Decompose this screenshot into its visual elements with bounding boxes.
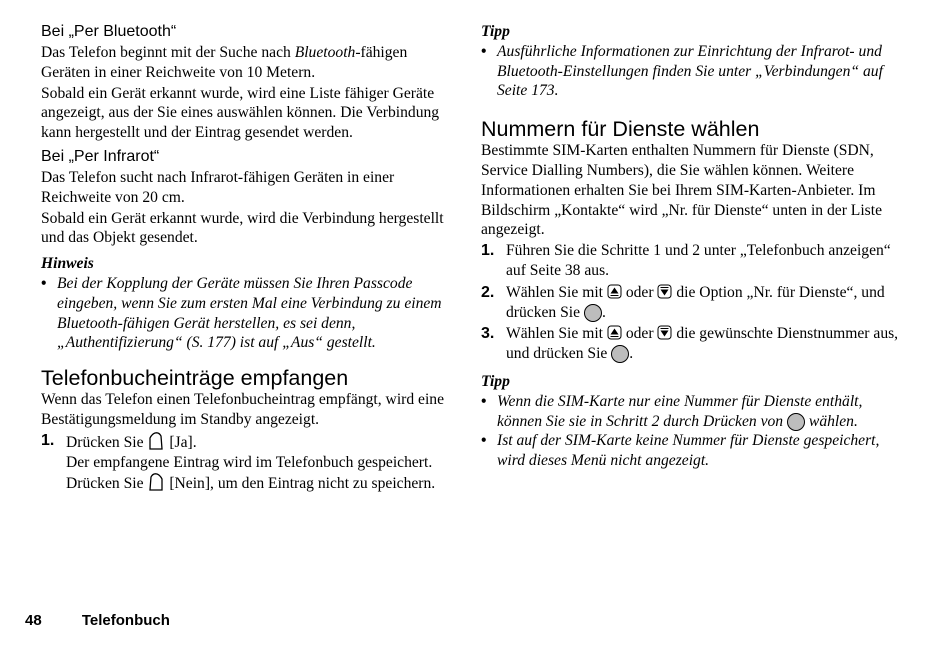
center-key-icon	[787, 413, 805, 431]
text-span: Drücken Sie	[66, 475, 144, 493]
step-number: 2.	[481, 283, 495, 301]
step-number: 1.	[481, 242, 495, 260]
bluetooth-subheading: Bei „Per Bluetooth“	[41, 23, 177, 40]
receive-intro: Wenn das Telefon einen Telefonbucheintrag empfängt, wird eine Bestätigungsmeldung im Standby angezeigt.	[41, 391, 445, 428]
tipp-item-3	[481, 431, 901, 471]
step-number: 1.	[41, 431, 55, 449]
text-span: die gewünschte Dienstnummer aus, und drücken Sie	[506, 325, 899, 363]
services-step-3	[481, 324, 901, 364]
text-span: oder	[625, 283, 654, 301]
section-title-receive: Telefonbucheinträge empfangen	[41, 366, 349, 391]
text-span: .	[601, 303, 606, 321]
left-softkey-icon	[147, 431, 165, 451]
step-line: Der empfangene Eintrag wird im Telefonbuch gespeichert.	[66, 453, 433, 471]
step-line	[66, 472, 446, 494]
text-span: die Option „Nr. für Dienste“, und drücken Sie	[506, 283, 885, 321]
tipp-text: Ausführliche Informationen zur Einrichtung der Infrarot- und Bluetooth-Einstellungen finden Sie unter „Verbindungen“ auf Seite 173.	[497, 42, 883, 100]
step-text: Führen Sie die Schritte 1 und 2 unter „Telefonbuch anzeigen“ auf Seite 38 aus.	[506, 242, 891, 279]
text-span: Wählen Sie mit	[506, 325, 604, 343]
text-span: -fähigen Geräten in einer Reichweite von 10 Metern.	[41, 44, 408, 81]
section-title-services: Nummern für Dienste wählen	[481, 117, 760, 142]
bluetooth-italic: Bluetooth	[294, 44, 356, 61]
infrared-subheading: Bei „Per Infrarot“	[41, 147, 160, 165]
text-span: [Ja].	[169, 433, 197, 451]
hinweis-title: Hinweis	[41, 255, 94, 273]
tipp-item-1	[481, 42, 901, 101]
page-footer	[25, 612, 170, 629]
text-span: Das Telefon beginnt mit der Suche nach	[41, 44, 295, 61]
center-key-icon	[611, 345, 629, 363]
nav-down-icon	[657, 284, 672, 299]
receive-step-1	[41, 431, 446, 494]
hinweis-text: Bei der Kopplung der Geräte müssen Sie Ihren Passcode eingeben, wenn Sie zum ersten Mal eine Verbindung zu einem Bluetooth-fähigen Gerät herstellen, es sei denn, „Authentifizierung“ (S. 177) ist auf „Aus“ gestellt.	[57, 274, 442, 352]
nav-down-icon	[657, 325, 672, 340]
hinweis-item	[41, 274, 446, 353]
services-intro: Bestimmte SIM-Karten enthalten Nummern für Dienste (SDN, Service Dialling Numbers), die Sie wählen können. Weitere Informationen erhalten Sie bei Ihrem SIM-Karten-Anbieter. Im Bildschirm „Kontakte“ wird „Nr. für Dienste“ unten in der Liste angezeigt.	[481, 142, 882, 239]
tipp-title-1: Tipp	[481, 23, 510, 40]
step-line	[66, 431, 446, 453]
step-number: 3.	[481, 325, 495, 343]
bluetooth-paragraph-1	[41, 43, 446, 83]
nav-up-icon	[607, 325, 622, 340]
text-span: oder	[625, 325, 654, 343]
right-softkey-icon	[147, 472, 165, 492]
text-span: [Nein], um den Eintrag nicht zu speichern.	[169, 475, 436, 493]
tipp-text: wählen.	[808, 412, 858, 430]
bullet: •	[481, 42, 487, 60]
services-step-1	[481, 241, 901, 281]
page-number: 48	[25, 612, 42, 629]
bullet: •	[481, 392, 487, 410]
tipp-text: Wenn die SIM-Karte nur eine Nummer für Dienste enthält, können Sie sie in Schritt 2 durch Drücken von	[497, 392, 863, 430]
bullet: •	[481, 432, 487, 450]
tipp-text: Ist auf der SIM-Karte keine Nummer für Dienste gespeichert, wird dieses Menü nicht angezeigt.	[497, 432, 880, 470]
text-span: .	[629, 345, 634, 363]
left-column	[41, 22, 446, 496]
bluetooth-paragraph-2: Sobald ein Gerät erkannt wurde, wird eine Liste fähiger Geräte angezeigt, aus der Sie eines auswählen können. Die Verbindung kann hergestellt und der Eintrag gesendet werden.	[41, 84, 440, 142]
nav-up-icon	[607, 284, 622, 299]
infrared-paragraph-1: Das Telefon sucht nach Infrarot-fähigen Geräten in einer Reichweite von 20 cm.	[41, 168, 395, 206]
services-step-2	[481, 283, 901, 323]
tipp-item-2	[481, 392, 901, 432]
text-span: Drücken Sie	[66, 433, 144, 451]
text-span: Wählen Sie mit	[506, 283, 604, 301]
center-key-icon	[584, 304, 602, 322]
footer-section-name: Telefonbuch	[81, 612, 170, 629]
bullet: •	[41, 274, 47, 292]
infrared-paragraph-2: Sobald ein Gerät erkannt wurde, wird die Verbindung hergestellt und das Objekt gesendet.	[41, 209, 444, 247]
tipp-title-2: Tipp	[481, 372, 510, 390]
right-column	[481, 22, 901, 471]
